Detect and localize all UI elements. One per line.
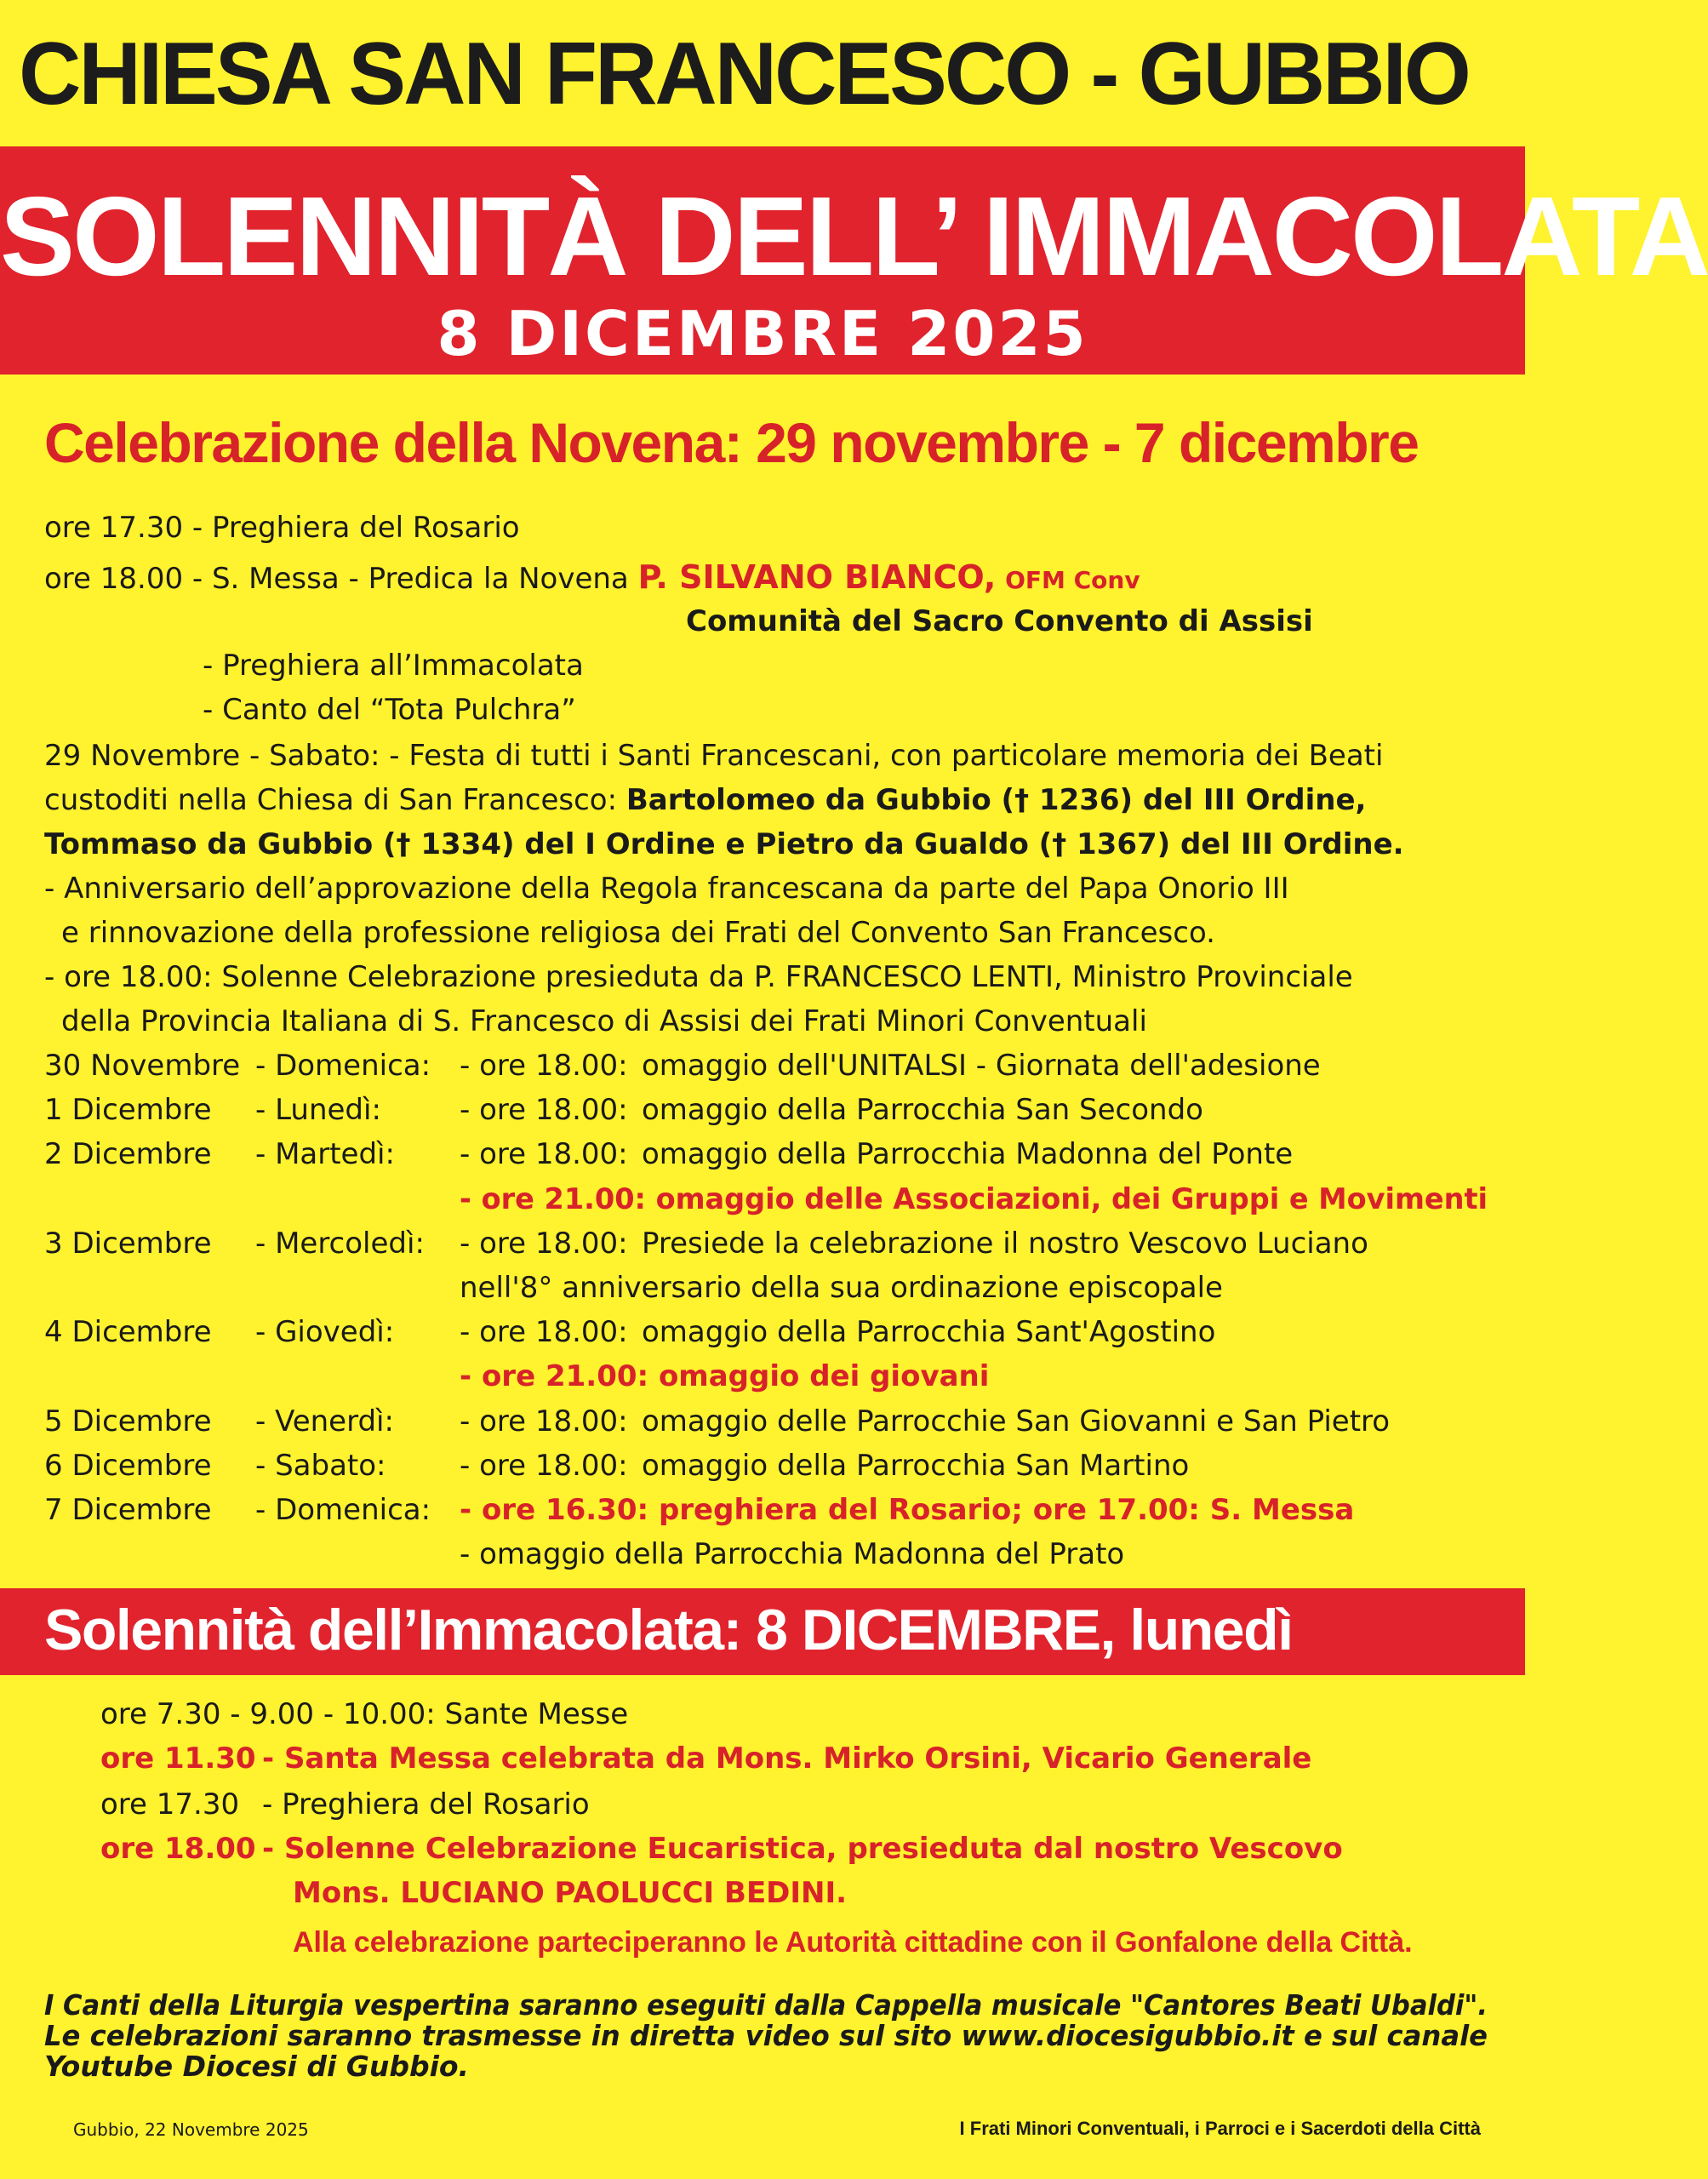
program-1130-text: - Santa Messa celebrata da Mons. Mirko Orsini, Vicario Generale bbox=[262, 1741, 1312, 1776]
novena-line-mass bbox=[44, 555, 1140, 603]
schedule-text: omaggio della Parrocchia Madonna del Ponte bbox=[642, 1137, 1294, 1172]
church-title: CHIESA SAN FRANCESCO - GUBBIO bbox=[19, 25, 1469, 123]
schedule-text: - ore 21.00: omaggio delle Associazioni, dei Gruppi e Movimenti bbox=[460, 1181, 1488, 1216]
schedule-text: - ore 16.30: preghiera del Rosario; ore 17.00: S. Messa bbox=[460, 1493, 1355, 1527]
schedule-time: - ore 18.00: bbox=[460, 1315, 628, 1350]
program-bishop-name: Mons. LUCIANO PAOLUCCI BEDINI. bbox=[293, 1876, 848, 1910]
schedule-text: - ore 21.00: omaggio dei giovani bbox=[460, 1359, 990, 1394]
schedule-date: 4 Dicembre bbox=[44, 1315, 212, 1350]
solemnity-banner bbox=[0, 146, 1708, 375]
schedule-date: 2 Dicembre bbox=[44, 1137, 212, 1172]
solemnity-title: SOLENNITÀ DELL’ IMMACOLATA bbox=[0, 174, 1708, 299]
schedule-date: 5 Dicembre bbox=[44, 1404, 212, 1438]
program-1800-text: - Solenne Celebrazione Eucaristica, presieduta dal nostro Vescovo bbox=[262, 1832, 1343, 1866]
mass-text: ore 18.00 - S. Messa - Predica la Novena bbox=[44, 562, 629, 596]
schedule-day: - Venerdì: bbox=[255, 1404, 394, 1438]
beati-intro: custoditi nella Chiesa di San Francesco: bbox=[44, 783, 618, 817]
footer-signature: I Frati Minori Conventuali, i Parroci e i Sacerdoti della Città bbox=[959, 2118, 1481, 2139]
schedule-time: - ore 18.00: bbox=[460, 1093, 628, 1128]
program-1130-time: ore 11.30 bbox=[100, 1741, 256, 1776]
schedule-date: 6 Dicembre bbox=[44, 1448, 212, 1483]
schedule-day: - Domenica: bbox=[255, 1049, 431, 1083]
schedule-time: - ore 18.00: bbox=[460, 1448, 628, 1483]
schedule-date: 30 Novembre bbox=[44, 1049, 241, 1083]
schedule-text: omaggio della Parrocchia San Martino bbox=[642, 1448, 1190, 1483]
schedule-text: Presiede la celebrazione il nostro Vescovo Luciano bbox=[642, 1226, 1368, 1261]
schedule-date: 3 Dicembre bbox=[44, 1226, 212, 1261]
schedule-time: - ore 18.00: bbox=[460, 1049, 628, 1083]
schedule-text: nell'8° anniversario della sua ordinazione episcopale bbox=[460, 1271, 1223, 1305]
program-1730-text: - Preghiera del Rosario bbox=[262, 1787, 590, 1822]
preacher-order: OFM Conv bbox=[1005, 566, 1140, 594]
novena-line-rosary: ore 17.30 - Preghiera del Rosario bbox=[44, 511, 520, 545]
program-masses: ore 7.30 - 9.00 - 10.00: Sante Messe bbox=[100, 1697, 629, 1731]
solemnity-day-heading: Solennità dell’Immacolata: 8 DICEMBRE, lunedì bbox=[44, 1598, 1293, 1662]
schedule-text: - omaggio della Parrocchia Madonna del Prato bbox=[460, 1537, 1125, 1572]
program-authorities: Alla celebrazione parteciperanno le Autorità cittadine con il Gonfalone della Città. bbox=[293, 1926, 1413, 1959]
novena-line-29nov: 29 Novembre - Sabato: - Festa di tutti i Santi Francescani, con particolare memoria dei Beati bbox=[44, 739, 1384, 773]
novena-line-tommaso: Tommaso da Gubbio († 1334) del I Ordine e Pietro da Gualdo († 1367) del III Ordine. bbox=[44, 827, 1404, 861]
novena-line-renewal: e rinnovazione della professione religiosa dei Frati del Convento San Francesco. bbox=[61, 916, 1215, 950]
novena-line-province: della Provincia Italiana di S. Francesco di Assisi dei Frati Minori Conventuali bbox=[61, 1004, 1147, 1038]
schedule-time: - ore 18.00: bbox=[460, 1404, 628, 1438]
schedule-day: - Martedì: bbox=[255, 1137, 395, 1172]
beati-bartolomeo: Bartolomeo da Gubbio († 1236) del III Ordine, bbox=[626, 783, 1367, 817]
schedule-text: omaggio dell'UNITALSI - Giornata dell'adesione bbox=[642, 1049, 1321, 1083]
solemnity-day-banner bbox=[0, 1588, 1525, 1675]
schedule-day: - Mercoledì: bbox=[255, 1226, 425, 1261]
schedule-day: - Sabato: bbox=[255, 1448, 386, 1483]
note-youtube: Youtube Diocesi di Gubbio. bbox=[44, 2050, 470, 2083]
schedule-text: omaggio della Parrocchia Sant'Agostino bbox=[642, 1315, 1216, 1350]
preacher-name: P. SILVANO BIANCO, bbox=[637, 558, 997, 596]
solemnity-date: 8 DICEMBRE 2025 bbox=[437, 298, 1088, 369]
schedule-text: omaggio delle Parrocchie San Giovanni e San Pietro bbox=[642, 1404, 1391, 1438]
note-choir: I Canti della Liturgia vespertina saranno eseguiti dalla Cappella musicale "Cantores Beati Ubaldi". bbox=[44, 1988, 1488, 2022]
novena-heading: Celebrazione della Novena: 29 novembre - 7 dicembre bbox=[44, 411, 1419, 474]
schedule-date: 1 Dicembre bbox=[44, 1093, 212, 1128]
program-1800-time: ore 18.00 bbox=[100, 1832, 256, 1866]
schedule-time: - ore 18.00: bbox=[460, 1226, 628, 1261]
schedule-day: - Domenica: bbox=[255, 1493, 431, 1527]
program-1730-time: ore 17.30 bbox=[100, 1787, 240, 1822]
schedule-day: - Giovedì: bbox=[255, 1315, 395, 1350]
note-broadcast: Le celebrazioni saranno trasmesse in diretta video sul sito www.diocesigubbio.it e sul canale bbox=[44, 2019, 1488, 2052]
preacher-community: Comunità del Sacro Convento di Assisi bbox=[686, 604, 1313, 638]
novena-line-song: - Canto del “Tota Pulchra” bbox=[203, 693, 576, 727]
novena-line-prayer: - Preghiera all’Immacolata bbox=[203, 649, 584, 683]
footer-place-date: Gubbio, 22 Novembre 2025 bbox=[73, 2119, 309, 2140]
schedule-date: 7 Dicembre bbox=[44, 1493, 212, 1527]
novena-line-beati bbox=[44, 778, 1366, 822]
novena-line-anniversary: - Anniversario dell’approvazione della Regola francescana da parte del Papa Onorio III bbox=[44, 872, 1289, 906]
schedule-text: omaggio della Parrocchia San Secondo bbox=[642, 1093, 1203, 1128]
schedule-day: - Lunedì: bbox=[255, 1093, 381, 1128]
novena-line-celebration: - ore 18.00: Solenne Celebrazione presieduta da P. FRANCESCO LENTI, Ministro Provinciale bbox=[44, 960, 1353, 994]
schedule-time: - ore 18.00: bbox=[460, 1137, 628, 1172]
